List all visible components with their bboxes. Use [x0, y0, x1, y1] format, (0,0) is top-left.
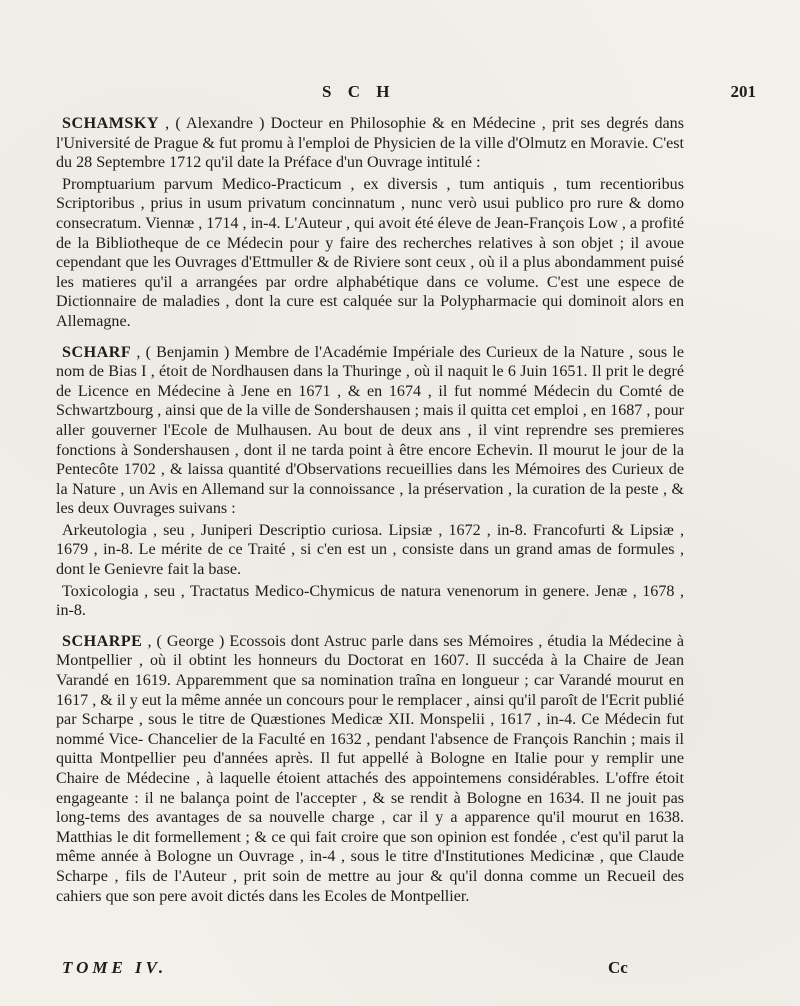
entry-headword: SCHARF: [62, 343, 132, 361]
volume-label: TOME IV.: [62, 958, 168, 977]
entry-scharpe: [56, 632, 684, 906]
page-number: 201: [730, 82, 756, 101]
entry-citation: Arkeutologia , seu , Juniperi Descriptio curiosa. Lipsiæ , 1672 , in-8. Francofurti & Lipsiæ , 1679 , in-8. Le mérite de ce Traité , si c'en est un , consiste dans un grand amas de formules , dont le Genievre fait la base.: [56, 521, 684, 579]
entry-schamsky: [56, 114, 684, 332]
entry-paragraph: [56, 114, 684, 173]
entry-text: , ( Alexandre ) Docteur en Philosophie & en Médecine , prit ses degrés dans l'Université de Prague & fut promu à l'emploi de Physicien de la ville d'Olmutz en Moravie. C'est du 28 Septembre 1712 qu'il date la Préface d'un Ouvrage intitulé :: [56, 115, 684, 172]
entry-paragraph: [56, 632, 684, 906]
entry-text: , ( Benjamin ) Membre de l'Académie Impériale des Curieux de la Nature , sous le nom de Bias I , étoit de Nordhausen dans la Thuringe , où il naquit le 6 Juin 1651. Il prit le degré de Licence en Médecine à Jene en 1671 , & en 1674 , il fut nommé Médecin du Comté de Schwartzbourg , ainsi que de la ville de Sondershausen ; mais il quitta cet emploi , en 1687 , pour aller gouverner l'Ecole de Mulhausen. Au bout de deux ans , il vint reprendre ses premieres fonctions à Sondershausen , dont il ne tarda point à être encore Echevin. Il mourut le jour de la Pentecôte 1702 , & laissa quantité d'Observations recueillies dans les Mémoires des Curieux de la Nature , un Avis en Allemand sur la connoissance , la préservation , la curation de la peste , & les deux Ouvrages suivans :: [56, 343, 684, 518]
entry-scharf: [56, 343, 684, 621]
entry-paragraph: [56, 343, 684, 519]
entry-citation: Toxicologia , seu , Tractatus Medico-Chymicus de natura venenorum in genere. Jenæ , 1678 , in-8.: [56, 582, 684, 620]
page-body: [56, 114, 684, 917]
signature-mark: Cc: [608, 958, 628, 977]
entry-headword: SCHAMSKY: [62, 115, 159, 132]
entry-headword: SCHARPE: [62, 632, 143, 650]
running-head: S C H: [322, 82, 396, 101]
page-header: [0, 82, 800, 104]
page-footer: [0, 958, 800, 982]
entry-citation: Promptuarium parvum Medico-Practicum , ex diversis , tum antiquis , tum recentioribus Scriptoribus , prius in usum privatum concinnatum , nunc verò usui publico pro rure & domo consecratum. Viennæ , 1714 , in-4. L'Auteur , qui avoit été éleve de Jean-François Low , a profité de la Bibliotheque de ce Médecin pour y faire des recherches relatives à son objet ; il avoue cependant que les Ouvrages d'Ettmuller & de Riviere sont ceux , où il a plus abondamment puisé les matieres qu'il a arrangées par ordre alphabétique dans ce volume. C'est une espece de Dictionnaire de maladies , dont la cure est calquée sur la Polypharmacie qui dominoit alors en Allemagne.: [56, 175, 684, 330]
entry-text: , ( George ) Ecossois dont Astruc parle dans ses Mémoires , étudia la Médecine à Montpellier , où il obtint les honneurs du Doctorat en 1607. Il succéda à la Chaire de Jean Varandé en 1619. Apparemment que sa nomination traîna en longueur ; car Varandé mourut en 1617 , & il y eut la même année un concours pour le remplacer , ainsi qu'il paroît de l'Ecrit publié par Scharpe , sous le titre de Quæstiones Medicæ XII. Monspelii , 1617 , in-4. Ce Médecin fut nommé Vice- Chancelier de la Faculté en 1632 , pendant l'absence de François Ranchin ; mais il quitta Montpellier peu d'années après. Il fut appellé à Bologne en Italie pour y remplir une Chaire de Médecine , à laquelle étoient attachés des appointemens considérables. L'offre étoit engageante : il ne balança point de l'accepter , & se rendit à Bologne en 1634. Il ne jouit pas long-tems des avantages de sa nouvelle charge , car il y a apparence qu'il mourut en 1638. Matthias le dit formellement ; & ce qui fait croire que son opinion est fondée , c'est qu'il parut la même année à Bologne un Ouvrage , in-4 , sous le titre d'Institutiones Medicinæ , que Claude Scharpe , fils de l'Auteur , prit soin de mettre au jour & qu'il donna comme un Recueil des cahiers que son pere avoit dictés dans les Ecoles de Montpellier.: [56, 632, 684, 905]
